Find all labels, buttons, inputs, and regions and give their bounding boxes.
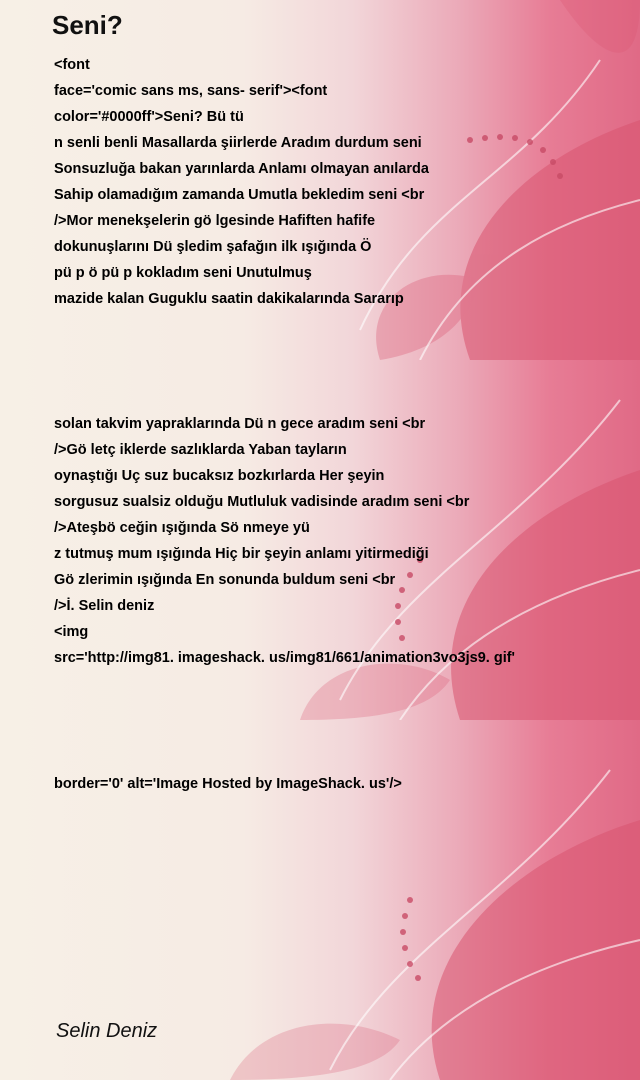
poem-line: z tutmuş mum ışığında Hiç bir şeyin anlamı yitirmediği (54, 546, 429, 562)
poem-title: Seni? (52, 10, 123, 40)
poem-line: solan takvim yapraklarında Dü n gece aradım seni <br (54, 416, 426, 432)
poem-line: <img (54, 624, 89, 640)
poem-line: sorgusuz sualsiz olduğu Mutluluk vadisinde aradım seni <br (54, 494, 470, 510)
poem-line: Gö zlerimin ışığında En sonunda buldum seni <br (54, 572, 396, 588)
poem-line: face='comic sans ms, sans- serif'><font (54, 83, 328, 99)
poem-text-section-3 (54, 771, 620, 797)
poem-line: />Ateşbö ceğin ışığında Sö nmeye yü (54, 520, 310, 536)
poem-line: />İ. Selin deniz (54, 598, 155, 614)
poem-line: />Gö letç iklerde sazlıklarda Yaban tayların (54, 442, 347, 458)
poem-line: mazide kalan Guguklu saatin dakikalarında Sararıp (54, 291, 404, 307)
poem-line: />Mor menekşelerin gö lgesinde Hafiften hafife (54, 213, 376, 229)
poem-line: Sahip olamadığım zamanda Umutla bekledim seni <br (54, 187, 425, 203)
author-name: Selin Deniz (56, 1020, 158, 1042)
poem-text-section-1 (54, 52, 620, 312)
poem-line: src='http://img81. imageshack. us/img81/661/animation3vo3js9. gif' (54, 650, 515, 666)
poem-line: border='0' alt='Image Hosted by ImageShack. us'/> (54, 776, 402, 792)
poem-line: color='#0000ff'>Seni? Bü tü (54, 109, 244, 125)
poem-line: oynaştığı Uç suz bucaksız bozkırlarda Her şeyin (54, 468, 385, 484)
poem-line: dokunuşlarını Dü şledim şafağın ilk ışığında Ö (54, 239, 372, 255)
poem-text-section-2 (54, 411, 620, 671)
poem-line: pü p ö pü p kokladım seni Unutulmuş (54, 265, 312, 281)
poem-line: Sonsuzluğa bakan yarınlarda Anlamı olmayan anılarda (54, 161, 429, 177)
poem-line: <font (54, 57, 90, 73)
poem-line: n senli benli Masallarda şiirlerde Aradım durdum seni (54, 135, 422, 151)
